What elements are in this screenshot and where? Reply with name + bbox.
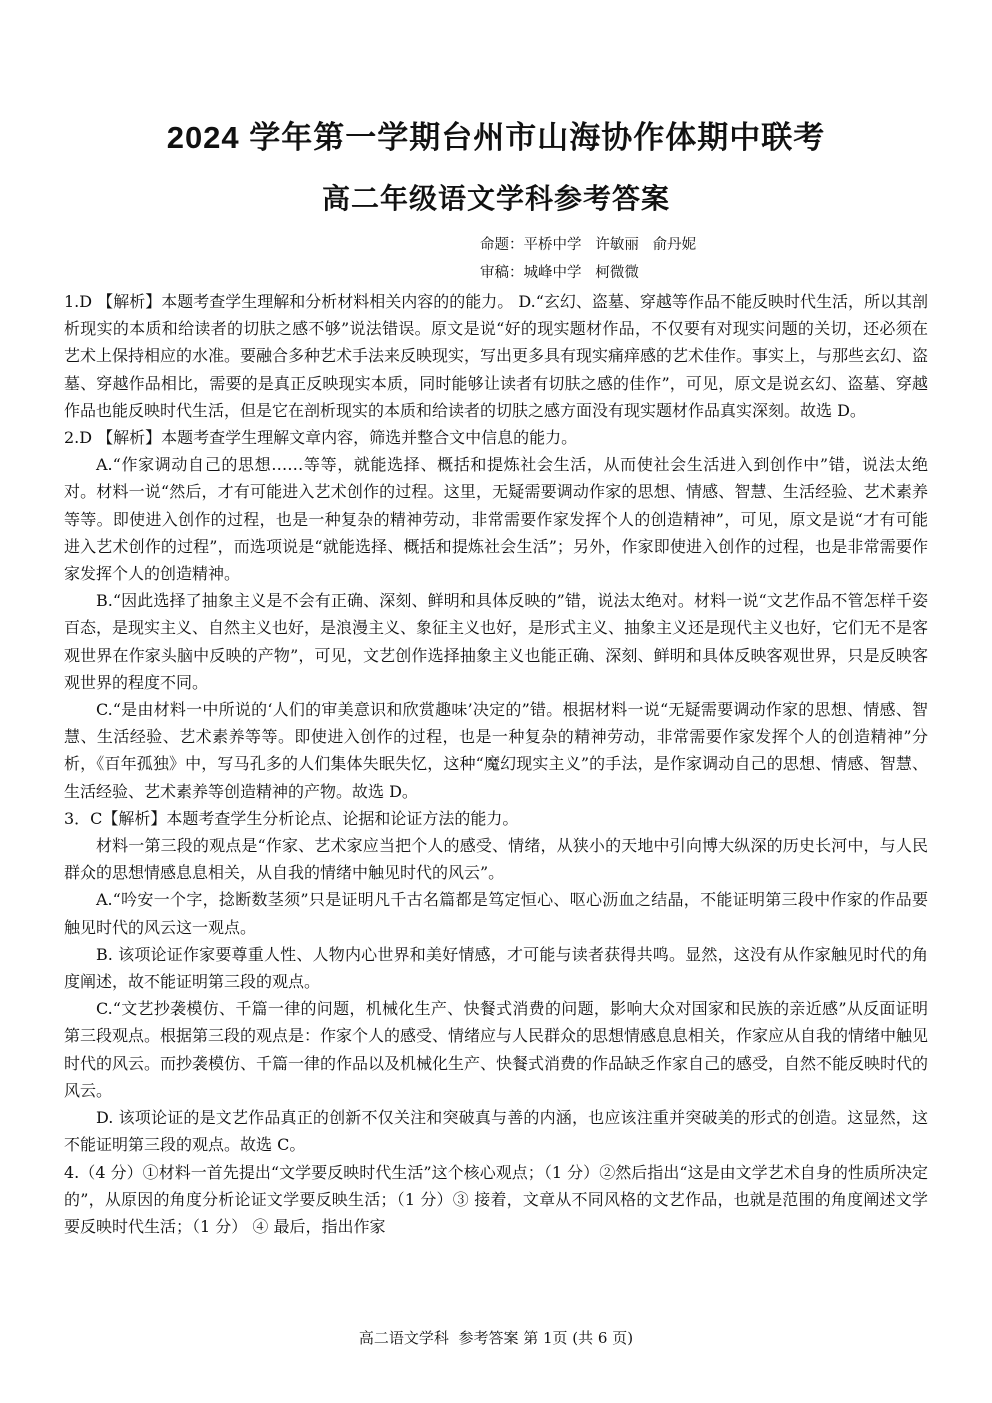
page-footer: 高二语文学科 参考答案 第 1页 (共 6 页) [358, 1329, 634, 1347]
answer-2-option-b: B.“因此选择了抽象主义是不会有正确、深刻、鲜明和具体反映的”错，说法太绝对。材料一说“文艺作品不管怎样千姿百态，是现实主义、自然主义也好，是浪漫主义、象征主义也好，是形式主义、抽象主义还是现代主义也好，它们无不是客观世界在作家头脑中反映的产物”，可见，文艺创作选择抽象主义也能正确、深刻、鲜明和具体反映客观世界，只是反映客观世界的程度不同。 [64, 591, 929, 692]
answer-2-option-a: A.“作家调动自己的思想……等等，就能选择、概括和提炼社会生活，从而使社会生活进入到创作中”错，说法太绝对。材料一说“然后，才有可能进入艺术创作的过程。这里，无疑需要调动作家的思想、情感、智慧、生活经验、艺术素养等等。即使进入创作的过程，也是一种复杂的精神劳动，非常需要作家发挥个人的创造精神”，可见，原文是说“才有可能进入艺术创作的过程”，而选项说是“就能选择、概括和提炼社会生活”；另外，作家即使进入创作的过程，也是非常需要作家发挥个人的创造精神。 [64, 455, 928, 584]
exam-title: 2024 学年第一学期台州市山海协作体期中联考 [166, 120, 826, 155]
answer-3-option-c: C.“文艺抄袭模仿、千篇一律的问题，机械化生产、快餐式消费的问题，影响大众对国家和民族的亲近感”从反面证明第三段观点。根据第三段的观点是：作家个人的感受、情绪应与人民群众的思想情感息息相关，作家应从自我的情绪中触见时代的风云。而抄袭模仿、千篇一律的作品以及机械化生产、快餐式消费的作品缺乏作家自己的感受，自然不能反映时代的风云。 [64, 999, 929, 1100]
answer-3-option-d: D. 该项论证的是文艺作品真正的创新不仅关注和突破真与善的内涵，也应该注重并突破美的形式的创造。这显然，这不能证明第三段的观点。故选 C。 [64, 1108, 928, 1155]
answer-3-option-b: B. 该项论证作家要尊重人性、人物内心世界和美好情感，才可能与读者获得共鸣。显然，这没有从作家触见时代的角度阐述，故不能证明第三段的观点。 [64, 944, 928, 992]
document-subtitle: 高二年级语文学科参考答案 [321, 183, 670, 214]
answer-3-viewpoint: 材料一第三段的观点是“作家、艺术家应当把个人的感受、情绪，从狭小的天地中引向博大纵深的历史长河中，与人民群众的思想情感息息相关，从自我的情绪中触见时代的风云”。 [64, 836, 928, 883]
answer-1-paragraph: 1.D 【解析】本题考查学生理解和分析材料相关内容的的能力。 D.“玄幻、盗墓、穿越等作品不能反映时代生活，所以其剖析现实的本质和给读者的切肤之感不够”说法错误。原文是说“好的现实题材作品，不仅要有对现实问题的关切，还必须在艺术上保持相应的水准。要融合多种艺术手法来反映现实，写出更多具有现实痛痒感的艺术佳作。事实上，与那些玄幻、盗墓、穿越作品相比，需要的是真正反映现实本质，同时能够让读者有切肤之感的佳作”，可见，原文是说玄幻、盗墓、穿越作品也能反映时代生活，但是它在剖析现实的本质和给读者的切肤之感方面没有现实题材作品真实深刻。故选 D。 [64, 292, 929, 420]
answer-2-option-c: C.“是由材料一中所说的‘人们的审美意识和欣赏趣味’决定的”错。根据材料一说“无疑需要调动作家的思想、情感、智慧、生活经验、艺术素养等等。即使进入创作的过程，也是一种复杂的精神劳动，非常需要作家发挥个人的创造精神”分析，《百年孤独》中，写马孔多的人们集体失眠失忆，这种“魔幻现实主义”的手法，是作家调动自己的思想、情感、智慧、生活经验、艺术素养等创造精神的产物。故选 D。 [64, 700, 928, 801]
reviewer-line: 审稿：城峰中学 柯微微 [480, 265, 639, 281]
proposers-line: 命题：平桥中学 许敏丽 俞丹妮 [480, 237, 697, 253]
answer-3-option-a: A.“吟安一个字，捻断数茎须”只是证明凡千古名篇都是笃定恒心、呕心沥血之结晶，不能证明第三段中作家的作品要触见时代的风云这一观点。 [64, 890, 928, 937]
answer-body [64, 288, 928, 1240]
answer-4-paragraph: 4.（4 分）①材料一首先提出“文学要反映时代生活”这个核心观点；（1 分）②然后指出“这是由文学艺术自身的性质所决定的”，从原因的角度分析论证文学要反映生活；（1 分）③ 接着，文章从不同风格的文艺作品，也就是范围的角度阐述文学要反映时代生活；（1 分） ④ 最后，指出作家 [64, 1162, 928, 1236]
answer-2-paragraph: 2.D 【解析】本题考查学生理解文章内容，筛选并整合文中信息的能力。 [64, 428, 578, 448]
answer-3-paragraph: 3．C【解析】本题考查学生分析论点、论据和论证方法的能力。 [64, 808, 519, 828]
